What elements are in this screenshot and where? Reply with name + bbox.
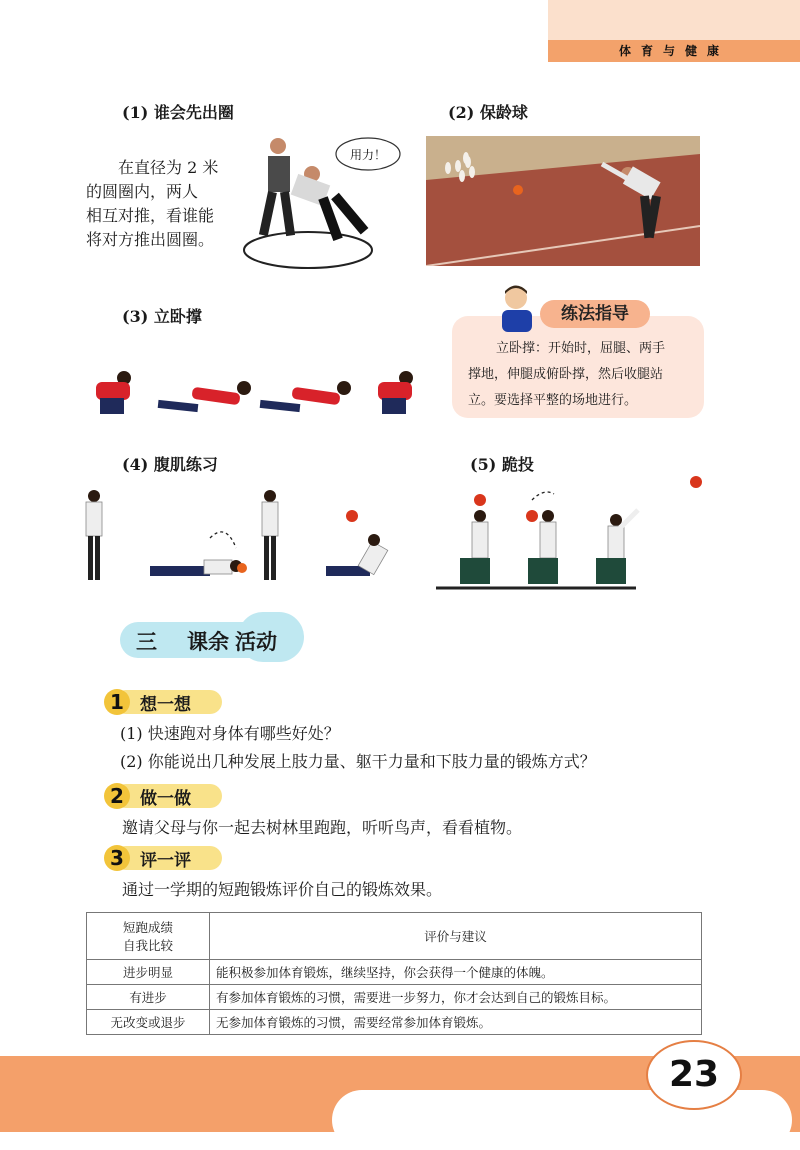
- kneel-3: [596, 510, 638, 584]
- student-avatar: [496, 282, 540, 332]
- activity-2-number: 2: [104, 783, 130, 809]
- table-cell-level: 有进步: [87, 985, 210, 1010]
- activity-3-number: 3: [104, 845, 130, 871]
- header-band: [548, 0, 800, 40]
- activity-3-label: 评一评: [140, 851, 191, 871]
- person-right: [291, 166, 369, 241]
- table-header-advice: 评价与建议: [210, 913, 702, 960]
- table-cell-advice: 无参加体育锻炼的习惯，需要经常参加体育锻炼。: [210, 1010, 702, 1035]
- coach-standing-1: [86, 490, 102, 580]
- situp-lying: [150, 532, 247, 576]
- evaluation-table: [86, 912, 702, 1035]
- pushing-illustration: [238, 130, 410, 280]
- person-left: [259, 138, 295, 236]
- kneel-1: [460, 494, 490, 584]
- activity-2-text: 邀请父母与你一起去树林里跑跑，听听鸟声，看看植物。: [122, 818, 523, 837]
- coach-standing-2: [262, 490, 278, 580]
- table-cell-advice: 有参加体育锻炼的习惯，需要进一步努力，你才会达到自己的锻炼目标。: [210, 985, 702, 1010]
- burpee-illustration: [88, 364, 448, 424]
- activity-1-number: 1: [104, 689, 130, 715]
- activity-1-label: 想一想: [140, 695, 191, 715]
- exercise-5-title: (5) 跪投: [470, 455, 534, 474]
- situp-throw: [326, 510, 388, 576]
- exercise-1-description: 在直径为 2 米 的圆圈内，两人 相互对推，看谁能 将对方推出圆圈。: [86, 158, 219, 249]
- subject-title: 体育与健康: [618, 44, 729, 58]
- activity-2-label: 做一做: [140, 789, 191, 809]
- exercise-2-title: (2) 保龄球: [448, 103, 528, 122]
- activity-1-q2: (2) 你能说出几种发展上肢力量、躯干力量和下肢力量的锻炼方式？: [120, 752, 596, 771]
- bowling-ball: [513, 185, 523, 195]
- table-cell-level: 无改变或退步: [87, 1010, 210, 1035]
- activity-1-q1: (1) 快速跑对身体有哪些好处？: [120, 724, 340, 743]
- activity-3-text: 通过一学期的短跑锻炼评价自己的锻炼效果。: [122, 880, 443, 899]
- burpee-plank-2: [260, 381, 351, 412]
- table-header-row: [87, 913, 702, 960]
- burpee-plank-1: [158, 381, 251, 412]
- exercise-4-title: (4) 腹肌练习: [122, 455, 218, 474]
- table-row: [87, 985, 702, 1010]
- page-number: 23: [646, 1040, 742, 1110]
- exercise-3-title: (3) 立卧撑: [122, 307, 202, 326]
- svg-text:用力！: 用力！: [349, 148, 387, 162]
- tip-label: 练法指导: [540, 300, 650, 328]
- table-row: [87, 960, 702, 985]
- kneeling-throw-illustration: [436, 470, 706, 590]
- burpee-squat-2: [378, 371, 413, 414]
- table-row: [87, 1010, 702, 1035]
- table-cell-advice: 能积极参加体育锻炼，继续坚持，你会获得一个健康的体魄。: [210, 960, 702, 985]
- tip-text: 立卧撑：开始时，屈腿、两手 撑地，伸腿成俯卧撑，然后收腿站 立。要选择平整的场地进行。: [468, 341, 666, 408]
- table-header-comparison: 短跑成绩 自我比较: [87, 913, 210, 960]
- bowling-illustration: [426, 136, 700, 266]
- section-heading: 三 课余 活动: [136, 630, 277, 654]
- table-cell-level: 进步明显: [87, 960, 210, 985]
- kneel-2: [526, 492, 558, 584]
- speech-bubble: [336, 138, 400, 170]
- burpee-squat: [96, 371, 131, 414]
- exercise-1-title: (1) 谁会先出圈: [122, 103, 234, 122]
- abs-exercise-illustration: [80, 486, 400, 586]
